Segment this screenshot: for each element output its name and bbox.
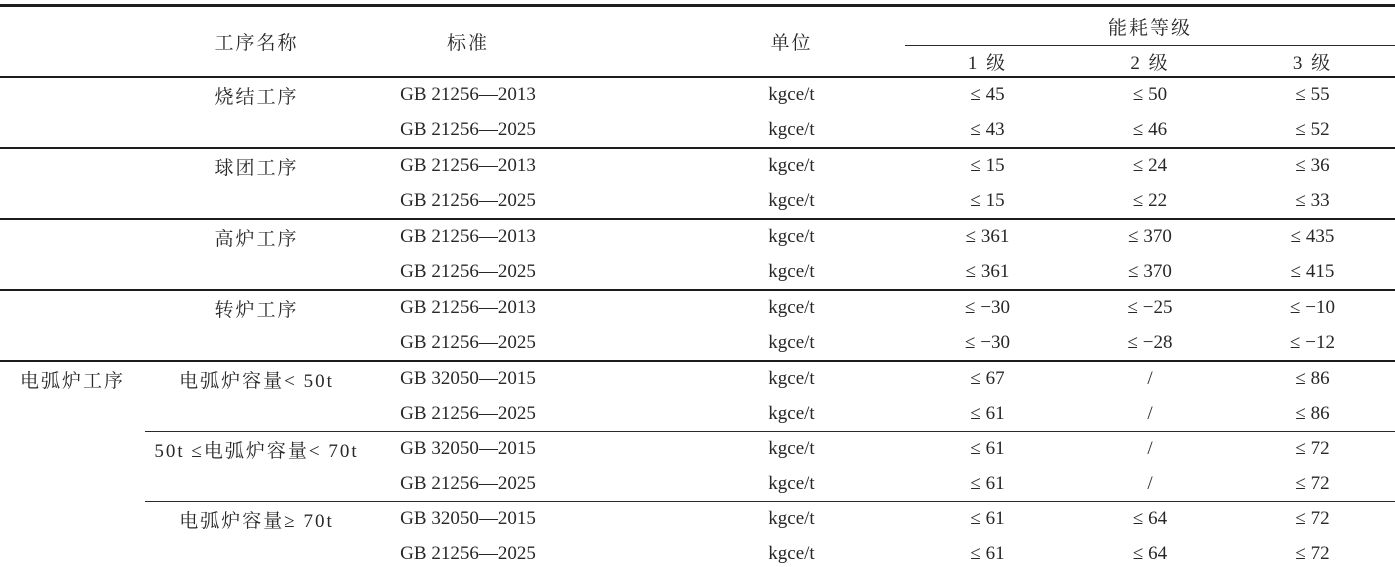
table-row [0, 255, 1395, 291]
cell-grade-3: ≤ 86 [1230, 361, 1395, 397]
cell-process [145, 467, 368, 502]
cell-process [145, 326, 368, 362]
cell-group [0, 113, 145, 149]
table-row [0, 467, 1395, 502]
cell-grade-2: ≤ −25 [1070, 290, 1230, 326]
cell-process: 球团工序 [145, 148, 368, 184]
cell-grade-2: / [1147, 402, 1153, 424]
cell-grade-3: ≤ 33 [1295, 189, 1330, 211]
cell-process: 电弧炉容量≥ 70t [145, 502, 368, 537]
cell-grade-2: ≤ 64 [1132, 542, 1168, 564]
cell-group [0, 290, 145, 326]
cell-standard: GB 21256—2025 [400, 260, 536, 282]
cell-process: 转炉工序 [145, 290, 368, 326]
cell-process: 电弧炉容量< 50t [145, 361, 368, 397]
cell-group [0, 148, 145, 184]
cell-unit: kgce/t [568, 502, 905, 537]
cell-grade-2: / [1070, 432, 1230, 467]
cell-grade-3: ≤ 55 [1295, 84, 1330, 106]
cell-standard: GB 21256—2025 [400, 472, 536, 494]
table-row [0, 77, 1395, 113]
col-header-group-spacer [0, 6, 145, 78]
cell-grade-1: ≤ 61 [970, 542, 1005, 564]
header-row-top [0, 6, 1395, 46]
cell-grade-1: ≤ 61 [970, 402, 1005, 424]
cell-grade-1: ≤ 61 [905, 432, 1070, 467]
cell-group [0, 397, 145, 432]
cell-grade-1: ≤ 67 [905, 361, 1070, 397]
table-row [0, 113, 1395, 149]
cell-grade-3: ≤ 435 [1230, 219, 1395, 255]
cell-group [0, 255, 145, 291]
col-header-grade-1: 1 级 [905, 46, 1070, 78]
cell-grade-2: ≤ 370 [1128, 260, 1172, 282]
col-header-energy-grade: 能耗等级 [905, 6, 1395, 46]
cell-process [145, 113, 368, 149]
cell-process [145, 184, 368, 220]
cell-grade-1: ≤ 45 [970, 84, 1005, 106]
cell-grade-1: ≤ 361 [905, 219, 1070, 255]
cell-process [145, 537, 368, 567]
col-header-unit: 单位 [568, 6, 905, 78]
table-row [0, 361, 1395, 397]
cell-grade-2: ≤ −28 [1127, 331, 1173, 353]
cell-grade-1: ≤ −30 [905, 290, 1070, 326]
cell-grade-1: ≤ 61 [905, 502, 1070, 537]
cell-unit: kgce/t [768, 542, 815, 564]
cell-unit: kgce/t [768, 84, 815, 106]
cell-standard: GB 21256—2025 [400, 542, 536, 564]
cell-unit: kgce/t [568, 432, 905, 467]
col-header-grade-2: 2 级 [1070, 46, 1230, 78]
cell-unit: kgce/t [768, 402, 815, 424]
col-header-standard: 标准 [368, 6, 568, 78]
cell-standard: GB 32050—2015 [368, 432, 568, 467]
cell-standard: GB 21256—2013 [400, 84, 536, 106]
cell-grade-3: ≤ 72 [1230, 502, 1395, 537]
cell-unit: kgce/t [768, 472, 815, 494]
cell-group: 电弧炉工序 [0, 361, 145, 397]
cell-grade-3: ≤ −12 [1290, 331, 1335, 353]
cell-grade-3: ≤ 415 [1290, 260, 1335, 282]
cell-process: 烧结工序 [214, 86, 299, 108]
cell-unit: kgce/t [768, 118, 815, 140]
col-header-grade-3: 3 级 [1230, 46, 1395, 78]
table-row [0, 537, 1395, 567]
cell-group [0, 184, 145, 220]
cell-grade-3: ≤ 72 [1230, 432, 1395, 467]
cell-grade-2: ≤ 24 [1070, 148, 1230, 184]
table-body [0, 77, 1395, 567]
cell-unit: kgce/t [568, 290, 905, 326]
cell-grade-3: ≤ −10 [1230, 290, 1395, 326]
table-row [0, 148, 1395, 184]
cell-unit: kgce/t [568, 219, 905, 255]
cell-grade-3: ≤ 86 [1295, 402, 1330, 424]
cell-unit: kgce/t [768, 331, 815, 353]
table-row [0, 326, 1395, 362]
cell-group [0, 219, 145, 255]
cell-grade-1: ≤ 15 [905, 148, 1070, 184]
cell-grade-2: ≤ 22 [1132, 189, 1168, 211]
cell-grade-1: ≤ 43 [970, 118, 1005, 140]
cell-grade-3: ≤ 52 [1295, 118, 1330, 140]
cell-standard: GB 32050—2015 [368, 361, 568, 397]
col-header-process-name: 工序名称 [145, 6, 368, 78]
cell-group [0, 326, 145, 362]
table-row [0, 219, 1395, 255]
cell-grade-3: ≤ 72 [1295, 542, 1330, 564]
cell-standard: GB 21256—2025 [400, 402, 536, 424]
cell-group [0, 537, 145, 567]
cell-unit: kgce/t [568, 361, 905, 397]
table-row [0, 397, 1395, 432]
cell-process [145, 255, 368, 291]
cell-process: 高炉工序 [145, 219, 368, 255]
cell-group [0, 502, 145, 537]
cell-grade-2: ≤ 370 [1070, 219, 1230, 255]
cell-unit: kgce/t [768, 189, 815, 211]
cell-group [0, 77, 145, 113]
cell-unit: kgce/t [768, 260, 815, 282]
cell-process: 50t ≤电弧炉容量< 70t [145, 432, 368, 467]
cell-grade-1: ≤ −30 [965, 331, 1010, 353]
cell-grade-3: ≤ 72 [1295, 472, 1330, 494]
cell-standard: GB 32050—2015 [368, 502, 568, 537]
cell-group [0, 467, 145, 502]
cell-grade-2: ≤ 64 [1070, 502, 1230, 537]
cell-group [0, 432, 145, 467]
cell-grade-3: ≤ 36 [1230, 148, 1395, 184]
cell-grade-1: ≤ 15 [970, 189, 1005, 211]
table-header [0, 6, 1395, 78]
cell-process [145, 397, 368, 432]
cell-standard: GB 21256—2025 [400, 118, 536, 140]
table-row [0, 290, 1395, 326]
table-row [0, 502, 1395, 537]
cell-standard: GB 21256—2013 [368, 219, 568, 255]
cell-grade-2: / [1147, 472, 1153, 494]
table-row [0, 432, 1395, 467]
cell-standard: GB 21256—2013 [368, 290, 568, 326]
cell-standard: GB 21256—2025 [400, 331, 536, 353]
cell-standard: GB 21256—2025 [400, 189, 536, 211]
cell-grade-2: ≤ 46 [1132, 118, 1168, 140]
cell-grade-1: ≤ 361 [965, 260, 1010, 282]
cell-grade-1: ≤ 61 [970, 472, 1005, 494]
cell-standard: GB 21256—2013 [368, 148, 568, 184]
cell-unit: kgce/t [568, 148, 905, 184]
table-row [0, 184, 1395, 220]
cell-grade-2: ≤ 50 [1132, 84, 1168, 106]
cell-grade-2: / [1070, 361, 1230, 397]
energy-consumption-grade-table [0, 4, 1395, 567]
